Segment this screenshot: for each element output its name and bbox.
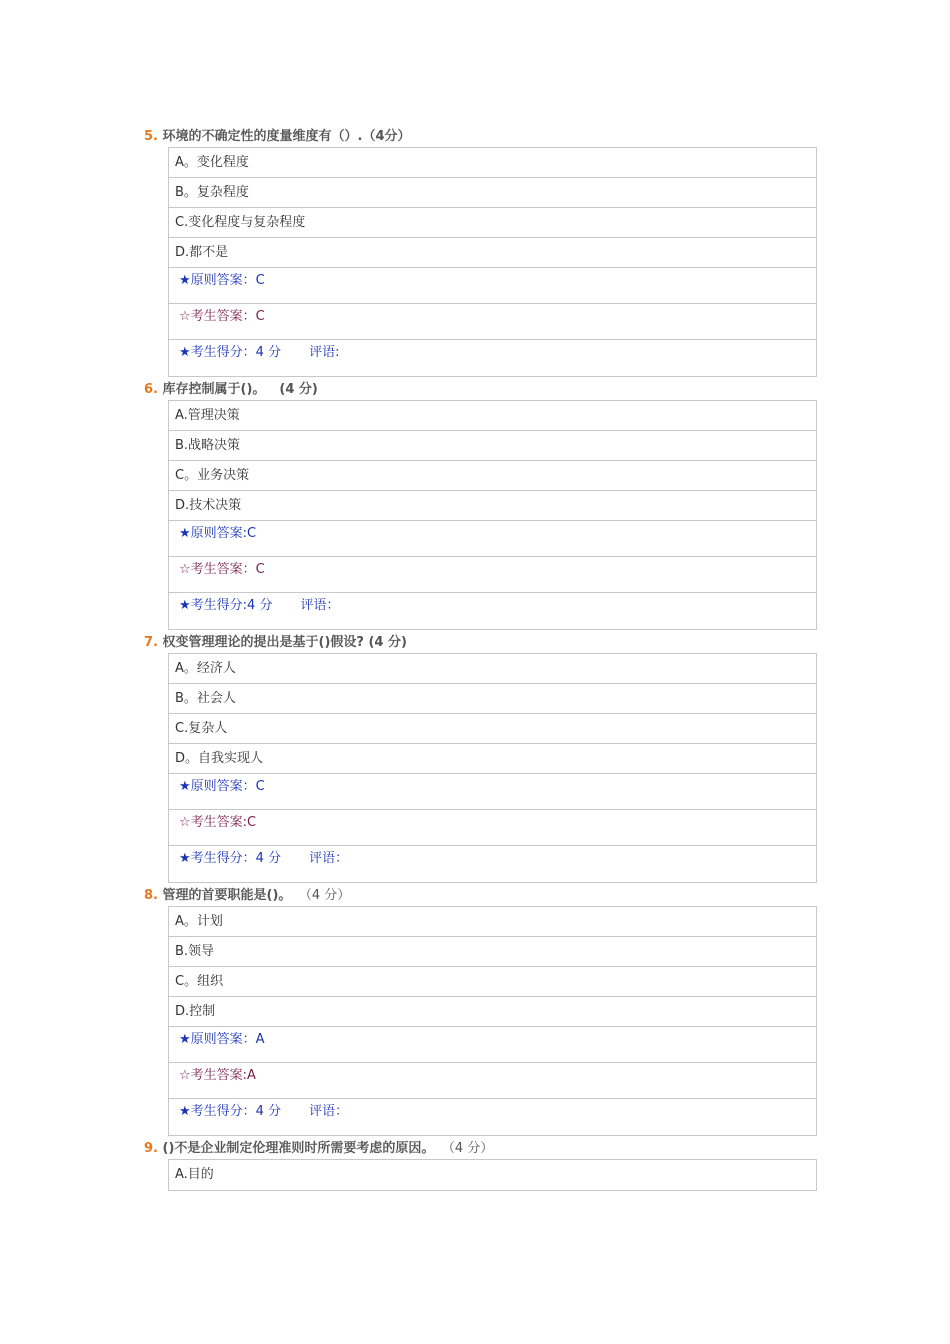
student-score-row (169, 1099, 816, 1135)
remark-label: 评语: (309, 345, 340, 360)
question-number: 7. (144, 635, 158, 650)
standard-answer: ★原则答案：A (169, 1027, 816, 1063)
option-b[interactable]: B.战略决策 (169, 431, 816, 461)
remark-label: 评语： (309, 1104, 349, 1119)
option-a[interactable]: A.管理决策 (169, 401, 816, 431)
question-score: （4 分） (305, 888, 351, 903)
option-c[interactable]: C.复杂人 (169, 714, 816, 744)
question-score: (4 分) (279, 382, 318, 397)
remark-label: 评语： (309, 851, 349, 866)
option-d[interactable]: D.技术决策 (169, 491, 816, 521)
question-title (144, 127, 818, 147)
question-7 (144, 633, 818, 883)
question-title (144, 886, 818, 906)
standard-answer: ★原则答案：C (169, 774, 816, 810)
option-b[interactable]: B。社会人 (169, 684, 816, 714)
option-d[interactable]: D。自我实现人 (169, 744, 816, 774)
student-score-row (169, 593, 816, 629)
answer-box (168, 1159, 817, 1191)
question-8 (144, 886, 818, 1136)
option-a[interactable]: A。变化程度 (169, 148, 816, 178)
option-a[interactable]: A。计划 (169, 907, 816, 937)
question-6 (144, 380, 818, 630)
student-answer: ☆考生答案:C (169, 810, 816, 846)
student-score-row (169, 340, 816, 376)
question-5 (144, 127, 818, 377)
standard-answer: ★原则答案：C (169, 268, 816, 304)
question-9 (144, 1139, 818, 1191)
student-answer: ☆考生答案:A (169, 1063, 816, 1099)
question-text: 管理的首要职能是()。 (162, 888, 292, 903)
question-text: 权变管理理论的提出是基于()假设? (4 分) (162, 635, 407, 650)
question-title (144, 1139, 818, 1159)
option-c[interactable]: C。业务决策 (169, 461, 816, 491)
question-title (144, 380, 818, 400)
question-score: （4 分） (448, 1141, 494, 1156)
option-d[interactable]: D.控制 (169, 997, 816, 1027)
option-b[interactable]: B.领导 (169, 937, 816, 967)
question-number: 5. (144, 129, 158, 144)
remark-label: 评语： (300, 598, 340, 613)
student-score: ★考生得分：4 分 (179, 1104, 282, 1119)
standard-answer: ★原则答案:C (169, 521, 816, 557)
student-score: ★考生得分：4 分 (179, 345, 282, 360)
question-text: ()不是企业制定伦理准则时所需要考虑的原因。 (162, 1141, 435, 1156)
student-answer: ☆考生答案：C (169, 304, 816, 340)
option-a[interactable]: A。经济人 (169, 654, 816, 684)
option-b[interactable]: B。复杂程度 (169, 178, 816, 208)
option-a[interactable]: A.目的 (175, 1167, 214, 1182)
answer-box (168, 147, 817, 377)
option-d[interactable]: D.都不是 (169, 238, 816, 268)
student-answer: ☆考生答案：C (169, 557, 816, 593)
question-title (144, 633, 818, 653)
student-score: ★考生得分:4 分 (179, 598, 273, 613)
answer-box (168, 653, 817, 883)
question-number: 9. (144, 1141, 158, 1156)
answer-box (168, 906, 817, 1136)
question-number: 6. (144, 382, 158, 397)
question-text: 环境的不确定性的度量维度有（）.（4分） (162, 129, 411, 144)
answer-box (168, 400, 817, 630)
student-score-row (169, 846, 816, 882)
student-score: ★考生得分：4 分 (179, 851, 282, 866)
option-c[interactable]: C。组织 (169, 967, 816, 997)
option-c[interactable]: C.变化程度与复杂程度 (169, 208, 816, 238)
question-text: 库存控制属于()。 (162, 382, 266, 397)
question-number: 8. (144, 888, 158, 903)
